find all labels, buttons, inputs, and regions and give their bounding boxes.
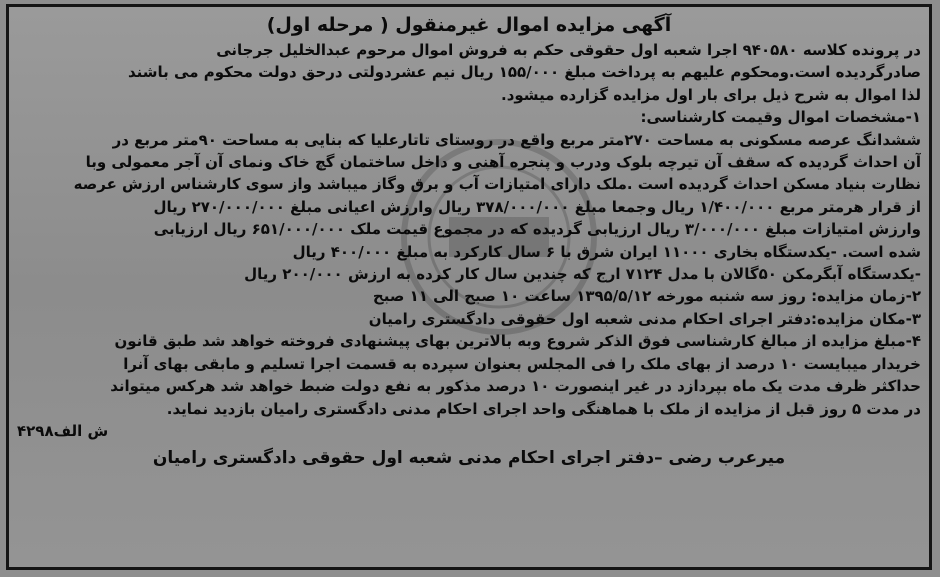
notice-line: حداکثر ظرف مدت یک ماه بپردازد در غیر اینصورت ۱۰ درصد مذکور به نفع دولت ضبط خواهد شد هرکس میتواند	[110, 377, 921, 396]
notice-line: -یکدستگاه آبگرمکن ۵۰گالان با مدل ۷۱۲۴ ارج که چندین سال کار کرده به ارزش ۲۰۰/۰۰۰ ریال	[244, 265, 921, 284]
notice-line: شده است. -یکدستگاه بخاری ۱۱۰۰۰ ایران شرق با ۶ سال کارکرد به مبلغ ۴۰۰/۰۰۰ ریال	[292, 242, 921, 261]
notice-title: آگهی مزایده اموال غیرمنقول ( مرحله اول)	[266, 14, 672, 36]
signature-line: میرعرب رضی –دفتر اجرای احکام مدنی شعبه اول حقوقی دادگستری رامیان	[152, 448, 786, 469]
notice-content	[17, 13, 921, 561]
notice-line: نظارت بنیاد مسکن احداث گردیده است .ملک دارای امتیازات آب و برق وگاز میباشد واز سوی کارشناس ارزش عرصه	[73, 175, 921, 194]
notice-line: از قرار هرمتر مربع ۱/۴۰۰/۰۰۰ ریال وجمعا مبلغ ۳۷۸/۰۰۰/۰۰۰ ریال وارزش اعیانی مبلغ ۲۷۰/۰۰۰/۰۰۰ ریال	[153, 197, 921, 216]
notice-line: در مدت ۵ روز قبل از مزایده از ملک با هماهنگی واحد اجرای احکام مدنی دادگستری رامیان بازدید نماید.	[166, 399, 921, 418]
notice-line: لذا اموال به شرح ذیل برای بار اول مزایده گزارده میشود.	[501, 85, 921, 104]
notice-body	[17, 39, 921, 442]
notice-line: ۴-مبلغ مزایده از مبالغ کارشناسی فوق الذکر شروع وبه بالاترین بهای پیشنهادی فروخته خواهد شد طبق قانون	[114, 332, 921, 351]
notice-line: خریدار میبایست ۱۰ درصد از بهای ملک را فی المجلس بعنوان سپرده به قسمت اجرا تسلیم و مابقی بهای آنرا	[123, 354, 921, 373]
notice-line: ۳-مکان مزایده:دفتر اجرای احکام مدنی شعبه اول حقوقی دادگستری رامیان	[368, 309, 921, 328]
reference-number: ش الف۴۲۹۸	[17, 421, 109, 440]
notice-line: آن احداث گردیده که سقف آن تیرچه بلوک ودرب و پنجره آهنی و داخل ساختمان گچ خاک ونمای آن آجر معمولی وبا	[85, 153, 921, 172]
notice-line: ۱-مشخصات اموال وقیمت کارشناسی:	[640, 108, 921, 127]
notice-line: وارزش امتیازات مبلغ ۳/۰۰۰/۰۰۰ ریال ارزیابی گردیده که در مجموع قیمت ملک ۶۵۱/۰۰۰/۰۰۰ ریال ارزیابی	[153, 220, 921, 239]
notice-line: ششدانگ عرصه مسکونی به مساحت ۲۷۰متر مربع واقع در روستای تاتارعلیا که بنایی به مساحت ۹۰متر مربع در	[112, 130, 921, 149]
notice-line: صادرگردیده است.ومحکوم علیهم به پرداخت مبلغ ۱۵۵/۰۰۰ ریال نیم عشردولتی درحق دولت محکوم می باشند	[128, 63, 921, 82]
notice-line: ۲-زمان مزایده: روز سه شنبه مورخه ۱۳۹۵/۵/۱۲ ساعت ۱۰ صبح الی ۱۱ صبح	[372, 287, 921, 306]
notice-frame	[6, 4, 932, 570]
notice-line: در پرونده کلاسه ۹۴۰۵۸۰ اجرا شعبه اول حقوقی حکم به فروش اموال مرحوم عبدالخلیل جرجانی	[216, 41, 921, 59]
